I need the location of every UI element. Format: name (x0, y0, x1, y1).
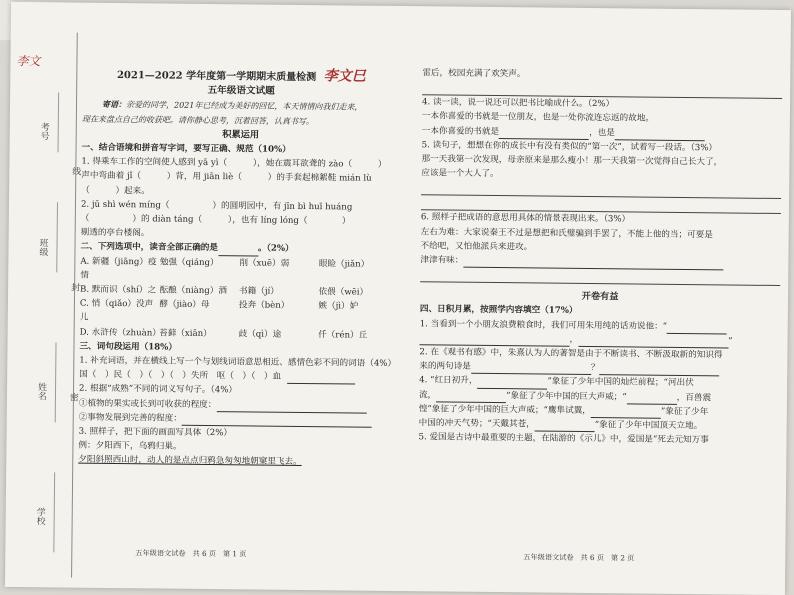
exam-sheet (5, 2, 791, 595)
item-5: 5. 爱国是古诗中最重要的主题，在陆游的《示儿》中，爱国是“死去元知万事 (418, 432, 709, 446)
continuation-line: 雷后，校园充满了欢笑声。 (422, 68, 526, 80)
footer-page-2: 五年级语文试卷 共 6 页 第 2 页 (523, 552, 635, 563)
message-line-2: 现在来盘点自己的收获吧。请你静心思考，沉着回答，认真书写。 (81, 114, 314, 126)
question-6c: 津津有味： (420, 253, 780, 271)
answer-blank (218, 245, 258, 256)
answer-blank (535, 421, 595, 433)
question-1-line: 1. 得乘车工作的空间使人感到 yā yì（ ），她在震耳欲聋的 zào（ ） (81, 156, 387, 171)
question-3-3-example: 例：夕阳西下，乌鸦归巢。 (78, 440, 182, 453)
kaohao-line (58, 92, 60, 152)
question-5b: 应该是一个大人了。 (421, 168, 499, 180)
message-line-1: 寄语：亲爱的同学，2021年已经成为美好的回忆，本天情情向我们走来， (101, 99, 363, 113)
option-cell: 书籍（jí） (239, 286, 279, 297)
question-5a: 那一天我第一次发现，母亲原来是那么瘦小！那一天我第一次觉得自己长大了， (421, 154, 723, 168)
question-1-line: 2. jū shì wén míng（ ）的圆明园中，有 jīn bì huī huáng (80, 199, 353, 213)
question-4: 4. 读一读，说一说还可以把书比喻成什么。（2%） (422, 97, 615, 110)
item-4: 4. “红日初升， ”象征了少年中国的灿烂前程；“河出伏 (419, 375, 694, 389)
question-1-line: （ ）的 diàn táng（ ），也有 líng lóng（ ） (80, 213, 351, 227)
question-4b: 一本你喜爱的书就是 ，也是 (422, 124, 782, 142)
question-2-options (80, 254, 399, 343)
label-xuexiao: 学校 (34, 507, 45, 526)
option-cell: 勉强（qiáng） (159, 257, 219, 268)
item-1: 1. 当看到一个小朋友浪费粮食时，我们可用朱用纯的话劝说他：“ (420, 317, 780, 335)
option-cell: 歧（qì）途 (238, 328, 282, 340)
question-1-line: （ ）起来。 (81, 185, 150, 197)
option-cell: 仟（rén）丘 (318, 329, 368, 341)
section-4-title: 四、日积月累，按照学内容填空（17%） (419, 304, 578, 317)
question-3-3-underlined: 夕阳斜照西山时，动人的是点点归鸦急匆匆地朝窠里飞去。 (78, 455, 302, 468)
label-mi: 密 (67, 392, 78, 402)
option-cell: 削（xuē）弱 (239, 257, 290, 269)
banji-line (56, 202, 58, 272)
question-1-line: 剔透的亭台楼阁。 (80, 227, 150, 239)
question-3-1: 1. 补充词语，并在横线上写一个与划线词语意思相近、感情色彩不同的词语（4%） (79, 355, 397, 370)
question-4a: 一本你喜爱的书就是一位朋友，也是一处你流连忘返的故地。 (421, 111, 654, 125)
answer-line (420, 267, 780, 286)
question-2-title: 二、下列选项中，读音全部正确的是 。（2%） (80, 242, 294, 255)
binding-margin (5, 2, 86, 588)
answer-blank (499, 128, 589, 140)
question-3-title: 三、词句段运用（18%） (79, 341, 178, 353)
section-title-accumulation: 积累运用 (222, 128, 260, 141)
item-2: 2. 在《观书有感》中，朱熹认为人的著智是由于不断读书、不断汲取新的知识得 (419, 347, 723, 361)
item-1b: ， ” (420, 331, 780, 349)
answer-blank (667, 323, 727, 335)
question-3-2: 2. 根据“成熟”不同的词义写句子。（4%） (78, 384, 238, 396)
section-title-reading: 开卷有益 (581, 291, 619, 303)
question-6b: 不给吧，又怕他派兵来进攻。 (420, 241, 533, 253)
exam-title: 2021—2022 学年度第一学期期末质量检测 李文巳 (116, 68, 366, 85)
exam-subtitle: 五年级语文试题 (207, 85, 275, 97)
binding-line (71, 33, 78, 578)
question-6a: 左右为难：大家说秦王不过是想把和氏璧骗到手罢了，不能上他的当；可要是 (420, 226, 713, 240)
question-1-title: 一、结合语境和拼音写字词，要写正确、规范（10%） (81, 142, 291, 155)
option-cell: 投奔（bèn） (238, 300, 290, 312)
label-xian: 线 (70, 166, 81, 176)
question-3-2b: ②事物发展到完善的程度： (79, 411, 397, 429)
margin-handwritten-name: 李文 (16, 53, 41, 69)
option-cell: C. 悄（qiǎo）没声儿 (79, 298, 154, 324)
xuexiao-line (53, 472, 55, 552)
question-5: 5. 读句子，想想在你的成长中有没有类似的“第一次”，试着写一段话。（3%） (421, 140, 718, 154)
question-3-3: 3. 照样子，把下面的画面写具体（2%） (78, 426, 233, 439)
xingming-line (55, 342, 57, 422)
footer-page-1: 五年级语文试卷 共 6 页 第 1 页 (135, 548, 247, 559)
answer-blank (627, 393, 677, 405)
answer-blank (615, 129, 705, 141)
option-cell: 苔藓（xiān） (159, 328, 212, 339)
option-cell: B. 默而识（shí）之 (80, 284, 157, 296)
question-3-1-words: 国（ ）民（ ）（ ）（ ）失所 呕（ ）（ ）血 (79, 368, 397, 386)
label-feng: 封 (69, 282, 80, 292)
label-xingming: 姓名 (35, 382, 47, 401)
answer-blank (477, 377, 547, 389)
option-cell: 酝酿（niàng）酒 (159, 285, 228, 297)
label-banji: 班级 (37, 238, 48, 257)
answer-blank (591, 407, 661, 419)
option-cell: 酵（jiào）母 (159, 299, 210, 311)
option-cell: 嫉（jì）妒 (318, 301, 359, 312)
option-cell: A. 新疆（jiāng）疫情 (80, 256, 157, 281)
option-cell: D. 水浒传（zhuàn） (79, 327, 161, 339)
page-2 (418, 6, 783, 448)
handwritten-student-name: 李文巳 (323, 68, 366, 85)
page-1 (78, 3, 401, 471)
question-1-line: 声中弯曲着 jǐ（ ）背，用 jiān liè（ ）的手套起棉絮鞋 mián lù (81, 171, 372, 185)
item-2b: 来的两句诗是 ？ (419, 359, 779, 377)
option-cell: 眼睑（jiǎn） (318, 258, 370, 270)
question-3-2a: ①植物的果实或长到可收获的程度： (79, 396, 397, 414)
label-kaohao: 考号 (38, 122, 49, 141)
item-4d: 中国的冲天气势；“天戴其苍， ”象征了少年中国顶天立地。 (418, 418, 703, 432)
option-cell: 依偎（wēi） (318, 287, 369, 298)
answer-blank (287, 373, 355, 385)
item-4b: 流， ”象征了少年中国的巨大声威；“ ，百兽震 (418, 389, 712, 403)
answer-blank (436, 391, 506, 403)
question-6: 6. 照样子把成语的意思用具体的情景表现出来。（3%） (420, 212, 631, 225)
item-4c: 惶”象征了少年中国的巨大声威；“鹰隼试翼， ”象征了少年 (418, 404, 709, 418)
